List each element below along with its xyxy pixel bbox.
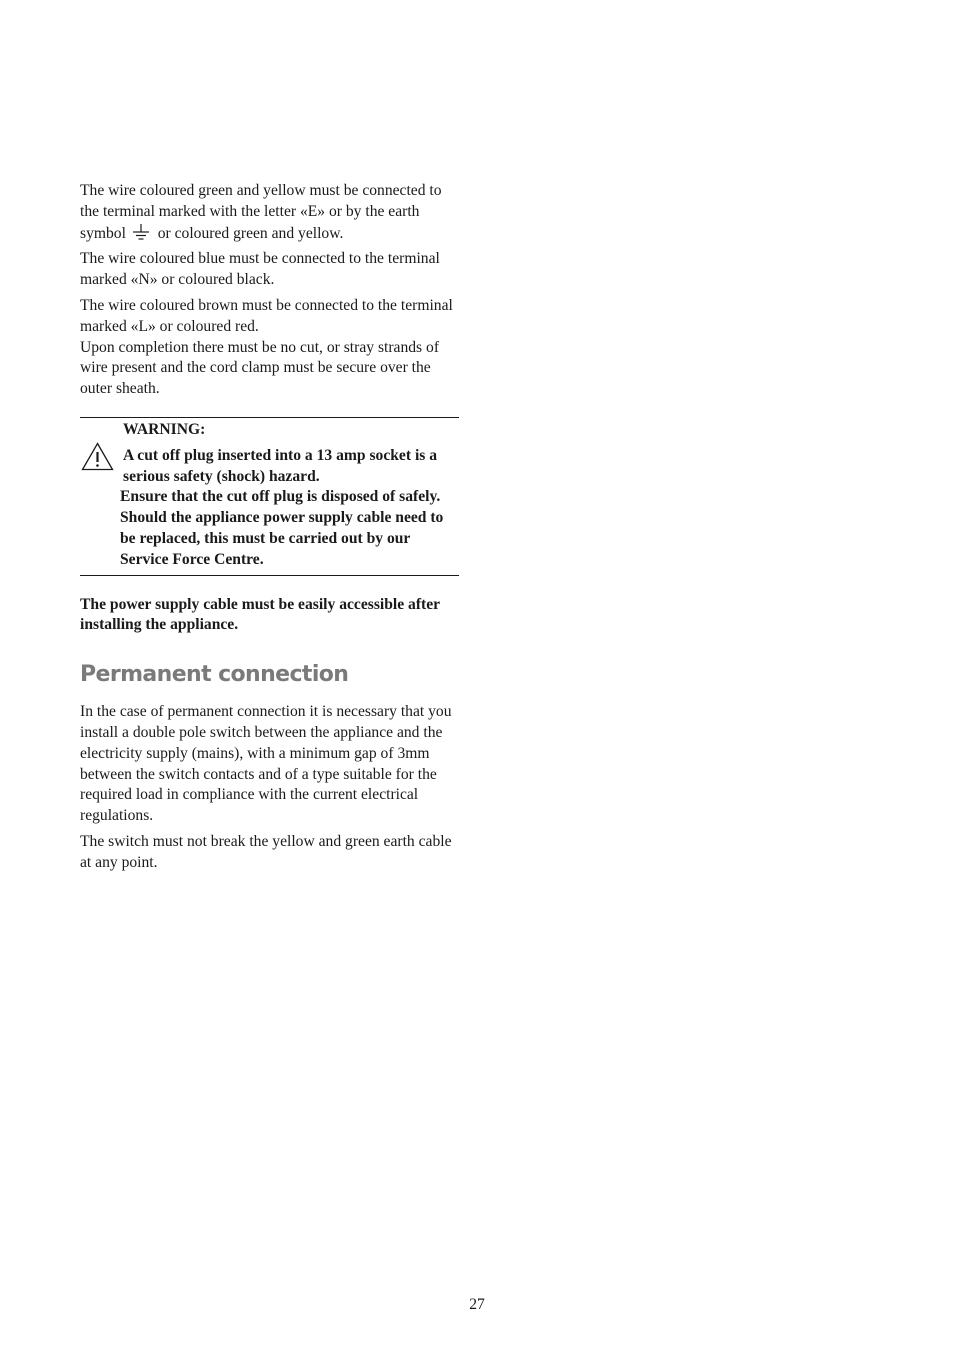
wiring-green-yellow-text-2: or coloured green and yellow. [157, 224, 344, 242]
wiring-brown-paragraph: The wire coloured brown must be connected to the terminal marked «L» or coloured red. [80, 296, 453, 335]
warning-disposal-text: Ensure that the cut off plug is disposed of safely. Should the appliance power supply cable need to be replaced, this must be carried out by our Service Force Centre. [120, 488, 444, 568]
warning-hazard-text: A cut off plug inserted into a 13 amp socket is a serious safety (shock) hazard. [123, 446, 438, 485]
warning-triangle-icon [81, 442, 114, 471]
earth-ground-icon [132, 223, 150, 241]
warning-title: WARNING: [123, 420, 206, 438]
main-column [80, 181, 460, 879]
page-number: 27 [469, 1296, 485, 1313]
accessibility-note: The power supply cable must be easily accessible after installing the appliance. [80, 595, 440, 634]
wiring-blue-paragraph: The wire coloured blue must be connected to the terminal marked «N» or coloured black. [80, 250, 440, 289]
wiring-completion-paragraph: Upon completion there must be no cut, or stray strands of wire present and the cord clamp must be secure over the outer sheath. [80, 338, 440, 398]
warning-box [80, 417, 459, 576]
permanent-connection-paragraph-2: The switch must not break the yellow and green earth cable at any point. [80, 832, 452, 871]
wiring-green-yellow-paragraph [80, 181, 460, 244]
permanent-connection-heading: Permanent connection [80, 662, 349, 688]
permanent-connection-paragraph-1: In the case of permanent connection it is necessary that you install a double pole switch between the appliance and the electricity supply (mains), with a minimum gap of 3mm between the switch contacts and of a type suitable for the required load in compliance with the current electrical regulations. [80, 703, 452, 825]
wiring-green-yellow-text-1: The wire coloured green and yellow must be connected to the terminal marked with the letter «E» or by the earth symbol [80, 182, 442, 242]
